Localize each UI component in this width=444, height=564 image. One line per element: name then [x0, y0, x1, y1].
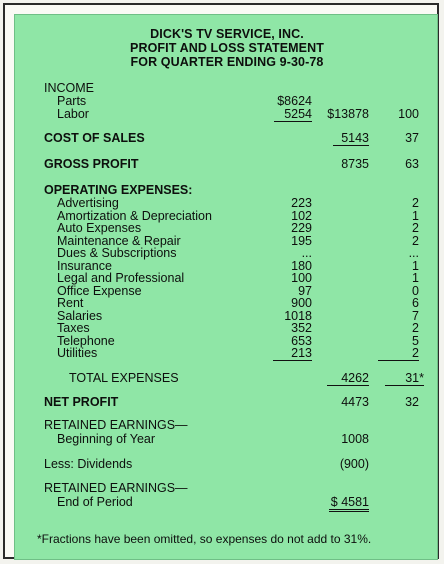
- expense-label: Rent: [57, 296, 84, 310]
- expense-row: [15, 347, 439, 360]
- retained-earnings-heading-row: [15, 419, 439, 432]
- expense-percent: 1: [412, 271, 419, 285]
- page-frame: [3, 3, 439, 559]
- expense-percent: ...: [408, 246, 419, 260]
- expense-percent: 2: [412, 321, 419, 335]
- gross-profit-percent: 63: [405, 157, 419, 171]
- statement-title: PROFIT AND LOSS STATEMENT: [130, 41, 324, 55]
- expense-label: Legal and Professional: [57, 271, 185, 285]
- expense-amount: 229: [291, 221, 312, 235]
- expense-percent: 1: [412, 258, 419, 273]
- expense-percent: 1: [412, 208, 419, 223]
- labor-amount: 5254: [274, 108, 312, 122]
- gross-profit-row: [15, 158, 439, 171]
- total-expenses-amount: 4262: [327, 372, 369, 386]
- expense-amount: 653: [291, 333, 312, 348]
- expense-amount: 352: [291, 321, 312, 335]
- expense-label: Office Expense: [57, 283, 142, 298]
- expense-label: Maintenance & Repair: [57, 233, 181, 248]
- expense-amount: 100: [291, 271, 312, 285]
- expense-label: Utilities: [57, 346, 98, 360]
- expense-label: Amortization & Depreciation: [57, 208, 212, 223]
- end-of-period-amount: $ 4581: [329, 496, 369, 512]
- footnote: *Fractions have been omitted, so expenses do not add to 31%.: [37, 532, 372, 546]
- expense-amount: 97: [298, 283, 312, 298]
- expense-amount: 213: [273, 347, 312, 361]
- dividends-label: Less: Dividends: [44, 457, 133, 471]
- total-expenses-label: TOTAL EXPENSES: [69, 371, 179, 385]
- expense-amount: 180: [291, 258, 312, 273]
- net-profit-percent: 32: [405, 395, 419, 409]
- gross-profit-label: GROSS PROFIT: [44, 157, 139, 171]
- income-percent: 100: [398, 107, 419, 121]
- net-profit-amount: 4473: [341, 395, 369, 409]
- income-total: $13878: [327, 107, 369, 121]
- statement-period: FOR QUARTER ENDING 9-30-78: [130, 55, 324, 69]
- expense-percent: 0: [412, 283, 419, 298]
- expense-label: Telephone: [57, 333, 115, 348]
- expense-label: Advertising: [57, 196, 119, 210]
- expense-percent: 2: [378, 347, 419, 361]
- expense-percent: 6: [412, 296, 419, 310]
- end-of-period-label: End of Period: [57, 495, 133, 509]
- net-profit-row: [15, 396, 439, 409]
- expense-label: Insurance: [57, 258, 112, 273]
- expense-amount: 102: [291, 208, 312, 223]
- expense-label: Auto Expenses: [57, 221, 142, 235]
- expense-percent: 2: [412, 196, 419, 210]
- expense-amount: ...: [301, 246, 312, 260]
- dividends-amount: (900): [339, 457, 369, 471]
- expense-percent: 5: [412, 333, 419, 348]
- expense-percent: 2: [412, 233, 419, 248]
- expense-percent: 7: [412, 308, 419, 323]
- end-of-period-row: [15, 496, 439, 509]
- beginning-of-year-row: [15, 433, 439, 446]
- beginning-of-year-amount: 1008: [341, 432, 369, 446]
- cost-of-sales-percent: 37: [405, 131, 419, 145]
- expense-amount: 195: [291, 233, 312, 248]
- cost-of-sales-label: COST OF SALES: [44, 131, 145, 145]
- operating-expenses-heading: OPERATING EXPENSES:: [44, 183, 193, 197]
- retained-earnings-end-heading-row: [15, 482, 439, 495]
- dividends-row: [15, 458, 439, 471]
- labor-label: Labor: [57, 107, 89, 121]
- parts-label: Parts: [57, 94, 87, 108]
- expense-label: Taxes: [57, 321, 90, 335]
- retained-earnings-end-heading: RETAINED EARNINGS—: [44, 481, 188, 495]
- net-profit-label: NET PROFIT: [44, 395, 119, 409]
- statement-sheet: [14, 14, 438, 560]
- beginning-of-year-label: Beginning of Year: [57, 432, 156, 446]
- expense-label: Salaries: [57, 308, 103, 323]
- total-expenses-row: [15, 372, 439, 385]
- expense-amount: 223: [291, 196, 312, 210]
- expense-label: Dues & Subscriptions: [57, 246, 177, 260]
- gross-profit-amount: 8735: [341, 157, 369, 171]
- retained-earnings-heading: RETAINED EARNINGS—: [44, 418, 188, 432]
- total-expenses-percent: 31*: [385, 372, 424, 386]
- labor-row: [15, 108, 439, 121]
- expense-amount: 900: [291, 296, 312, 310]
- expense-percent: 2: [412, 221, 419, 235]
- income-heading: INCOME: [44, 81, 94, 95]
- cost-of-sales-row: [15, 132, 439, 145]
- expense-amount: 1018: [284, 308, 312, 323]
- parts-amount: $8624: [277, 94, 312, 108]
- company-name: DICK'S TV SERVICE, INC.: [150, 27, 304, 41]
- cost-of-sales-amount: 5143: [333, 132, 369, 146]
